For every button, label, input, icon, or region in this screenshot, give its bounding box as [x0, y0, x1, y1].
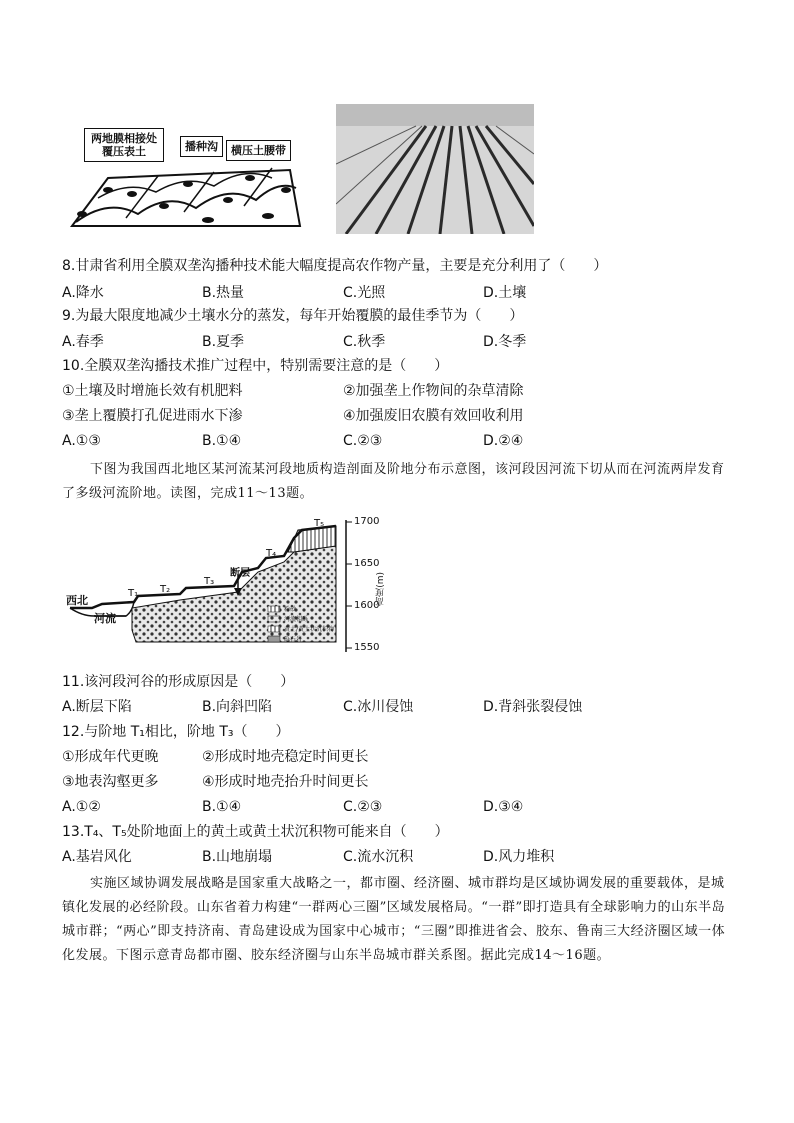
q13-option-b[interactable]: B.山地崩塌 — [202, 849, 273, 865]
legend-conglomerate: 砾石岩 — [284, 636, 303, 643]
q12-option-c[interactable]: C.②③ — [343, 799, 383, 815]
q9-option-d[interactable]: D.冬季 — [483, 334, 527, 350]
label-fault: 断层 — [230, 568, 250, 579]
q8-option-c[interactable]: C.光照 — [343, 285, 386, 301]
q12-statement-3: ③地表沟壑更多 — [62, 774, 159, 790]
question-12-stem: 12.与阶地 T₁相比，阶地 T₃（ ） — [62, 724, 290, 740]
q10-statement-4: ④加强废旧农膜有效回收利用 — [343, 408, 524, 424]
q11-option-b[interactable]: B.向斜凹陷 — [202, 699, 273, 715]
mulch-diagram — [68, 118, 308, 230]
q10-statement-1: ①土壤及时增施长效有机肥料 — [62, 383, 243, 399]
tick-1650: 1650 — [354, 558, 380, 569]
label-film-joint: 两地膜相接处覆压表土 — [84, 128, 164, 162]
label-soil-belt: 横压土腰带 — [226, 140, 291, 161]
question-8-stem: 8.甘肃省利用全膜双垄沟播种技术能大幅度提高农作物产量，主要是充分利用了（ ） — [62, 258, 608, 274]
label-seed-furrow: 播种沟 — [180, 136, 223, 157]
q8-option-b[interactable]: B.热量 — [202, 285, 245, 301]
q12-statement-1: ①形成年代更晚 — [62, 749, 159, 765]
q12-option-a[interactable]: A.①② — [62, 799, 101, 815]
q8-option-d[interactable]: D.土壤 — [483, 285, 527, 301]
terrace-profile-diagram — [62, 512, 392, 662]
q11-option-c[interactable]: C.冰川侵蚀 — [343, 699, 414, 715]
question-11-stem: 11.该河段河谷的形成原因是（ ） — [62, 674, 295, 690]
tick-1700: 1700 — [354, 516, 380, 527]
q11-option-a[interactable]: A.断层下陷 — [62, 699, 132, 715]
q13-option-a[interactable]: A.基岩风化 — [62, 849, 132, 865]
passage-11-13: 下图为我国西北地区某河流某河段地质构造剖面及阶地分布示意图，该河段因河流下切从而在河流两岸发育了多级河流阶地。读图，完成11～13题。 — [62, 462, 725, 501]
q10-option-d[interactable]: D.②④ — [483, 433, 524, 449]
q10-option-b[interactable]: B.①④ — [202, 433, 242, 449]
legend-silt: 粉砂 — [284, 606, 297, 613]
label-t5: T₅ — [314, 518, 325, 529]
q13-option-c[interactable]: C.流水沉积 — [343, 849, 414, 865]
label-t1: T₁ — [128, 588, 139, 599]
q12-option-d[interactable]: D.③④ — [483, 799, 524, 815]
q8-option-a[interactable]: A.降水 — [62, 285, 104, 301]
q9-option-b[interactable]: B.夏季 — [202, 334, 245, 350]
q10-statement-2: ②加强垄上作物间的杂草清除 — [343, 383, 524, 399]
tick-1600: 1600 — [354, 600, 380, 611]
axis-label-height: 高度(m) — [376, 572, 386, 606]
q10-statement-3: ③垄上覆膜打孔促进雨水下渗 — [62, 408, 243, 424]
q9-option-c[interactable]: C.秋季 — [343, 334, 386, 350]
question-10-stem: 10.全膜双垄沟播技术推广过程中，特别需要注意的是（ ） — [62, 358, 449, 374]
label-northwest: 西北 — [66, 594, 88, 607]
label-river: 河流 — [94, 612, 116, 625]
q12-statement-4: ④形成时地壳抬升时间更长 — [202, 774, 369, 790]
label-t2: T₂ — [160, 584, 171, 595]
question-13-stem: 13.T₄、T₅处阶地面上的黄土或黄土状沉积物可能来自（ ） — [62, 824, 449, 840]
q12-statement-2: ②形成时地壳稳定时间更长 — [202, 749, 369, 765]
q11-option-d[interactable]: D.背斜张裂侵蚀 — [483, 699, 583, 715]
field-photo-drawing — [336, 104, 534, 234]
q9-option-a[interactable]: A.春季 — [62, 334, 104, 350]
q10-option-c[interactable]: C.②③ — [343, 433, 383, 449]
legend-loess: 黄土/黄土状沉积物 — [284, 626, 335, 633]
label-t4: T₄ — [266, 548, 277, 559]
tick-1550: 1550 — [354, 642, 380, 653]
terrace-profile-drawing — [62, 512, 392, 662]
legend-fluvial-gravel: 河流相砾 — [284, 616, 309, 623]
label-t3: T₃ — [204, 576, 215, 587]
q12-option-b[interactable]: B.①④ — [202, 799, 242, 815]
q13-option-d[interactable]: D.风力堆积 — [483, 849, 555, 865]
q10-option-a[interactable]: A.①③ — [62, 433, 101, 449]
field-photo — [336, 104, 534, 234]
passage-14-16: 实施区域协调发展战略是国家重大战略之一，都市圈、经济圈、城市群均是区域协调发展的重要载体，是城镇化发展的必经阶段。山东省着力构建“一群两心三圈”区域发展格局。“一群”即打造具有全球影响力的山东半岛城市群；“两心”即支持济南、青岛建设成为国家中心城市；“三圈”即推进省会、胶东、鲁南三大经济圈区域一体化发展。下图示意青岛都市圈、胶东经济圈与山东半岛城市群关系图。据此完成14～16题。 — [62, 876, 726, 963]
question-9-stem: 9.为最大限度地减少土壤水分的蒸发，每年开始覆膜的最佳季节为（ ） — [62, 308, 524, 324]
